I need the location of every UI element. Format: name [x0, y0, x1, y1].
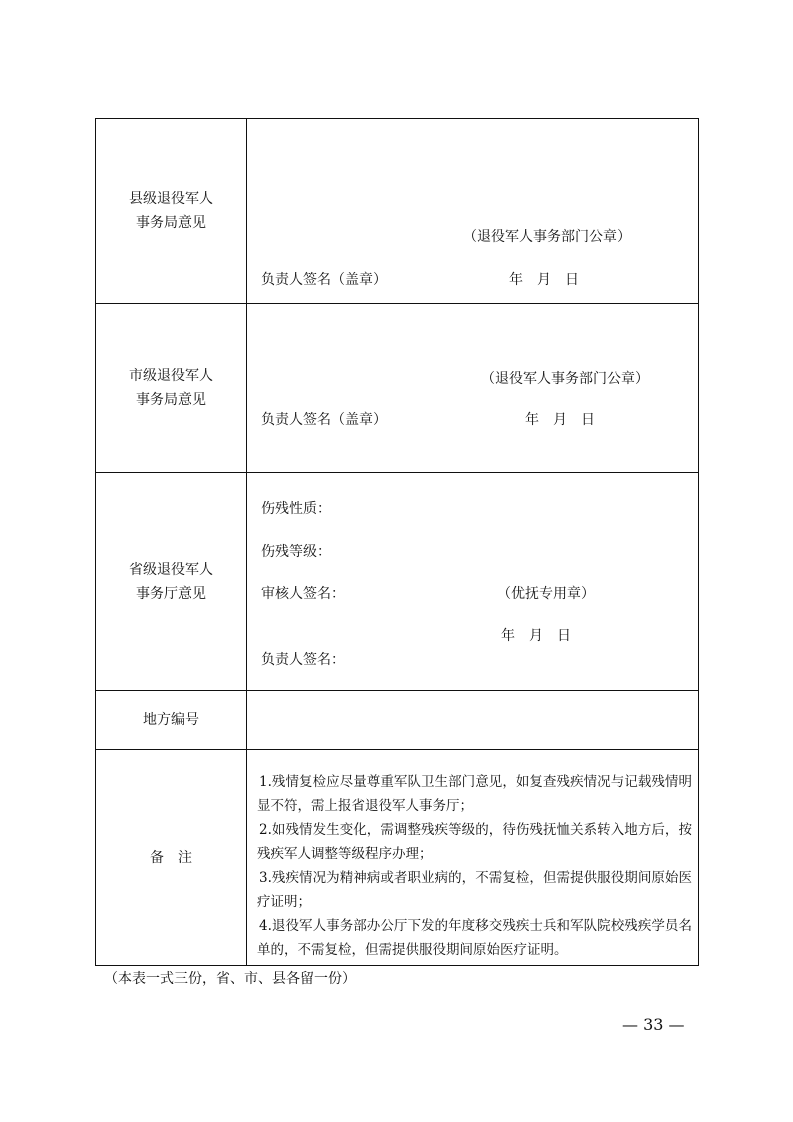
remarks-content: [247, 750, 699, 966]
remark-item: 4.退役军人事务部办公厅下发的年度移交残疾士兵和军队院校残疾学员名单的，不需复检，但需提供服役期间原始医疗证明。: [257, 918, 692, 958]
remarks-row: [96, 750, 699, 966]
remark-item: 3.残疾情况为精神病或者职业病的，不需复检，但需提供服役期间原始医疗证明；: [257, 870, 692, 910]
province-seal-note: （优抚专用章）: [497, 586, 595, 602]
city-seal-note: （退役军人事务部门公章）: [481, 371, 649, 387]
province-date: 年 月 日: [501, 628, 571, 644]
county-seal-note: （退役军人事务部门公章）: [463, 229, 631, 245]
page-number: — 33 —: [622, 1015, 685, 1034]
local-number-row: [96, 691, 699, 750]
opinion-form-table: [95, 118, 699, 966]
city-section-label: [96, 304, 247, 473]
city-section-row: [96, 304, 699, 473]
county-section-row: [96, 119, 699, 304]
county-signer-label: 负责人签名（盖章）: [261, 272, 387, 288]
county-opinion-cell[interactable]: [247, 119, 699, 304]
city-label-line2: 事务局意见: [136, 392, 206, 408]
injury-nature-label: 伤残性质：: [261, 501, 331, 517]
county-section-label: [96, 119, 247, 304]
province-label-line2: 事务厅意见: [136, 585, 206, 602]
city-label-line1: 市级退役军人: [129, 368, 213, 384]
province-opinion-cell[interactable]: [247, 473, 699, 691]
province-section-label: [96, 473, 247, 691]
province-label-line1: 省级退役军人: [129, 561, 213, 578]
county-date: 年 月 日: [509, 272, 579, 288]
city-opinion-cell[interactable]: [247, 304, 699, 473]
copies-footnote: （本表一式三份，省、市、县各留一份）: [104, 971, 356, 987]
injury-grade-label: 伤残等级：: [261, 544, 331, 560]
county-label-line2: 事务局意见: [136, 215, 206, 231]
local-number-value[interactable]: [247, 691, 699, 750]
city-signer-label: 负责人签名（盖章）: [261, 412, 387, 428]
county-label-line1: 县级退役军人: [129, 191, 213, 207]
remark-item: 2.如残情发生变化，需调整残疾等级的，待伤残抚恤关系转入地方后，按残疾军人调整等级程序办理；: [257, 822, 692, 862]
remarks-label: 备 注: [96, 750, 247, 966]
local-number-label: 地方编号: [96, 691, 247, 750]
reviewer-signature-label: 审核人签名：: [261, 586, 345, 602]
province-section-row: [96, 473, 699, 691]
city-date: 年 月 日: [525, 412, 595, 428]
remark-item: 1.残情复检应尽量尊重军队卫生部门意见，如复查残疾情况与记载残情明显不符，需上报省退役军人事务厅；: [257, 774, 692, 814]
province-signer-label: 负责人签名：: [261, 652, 345, 668]
